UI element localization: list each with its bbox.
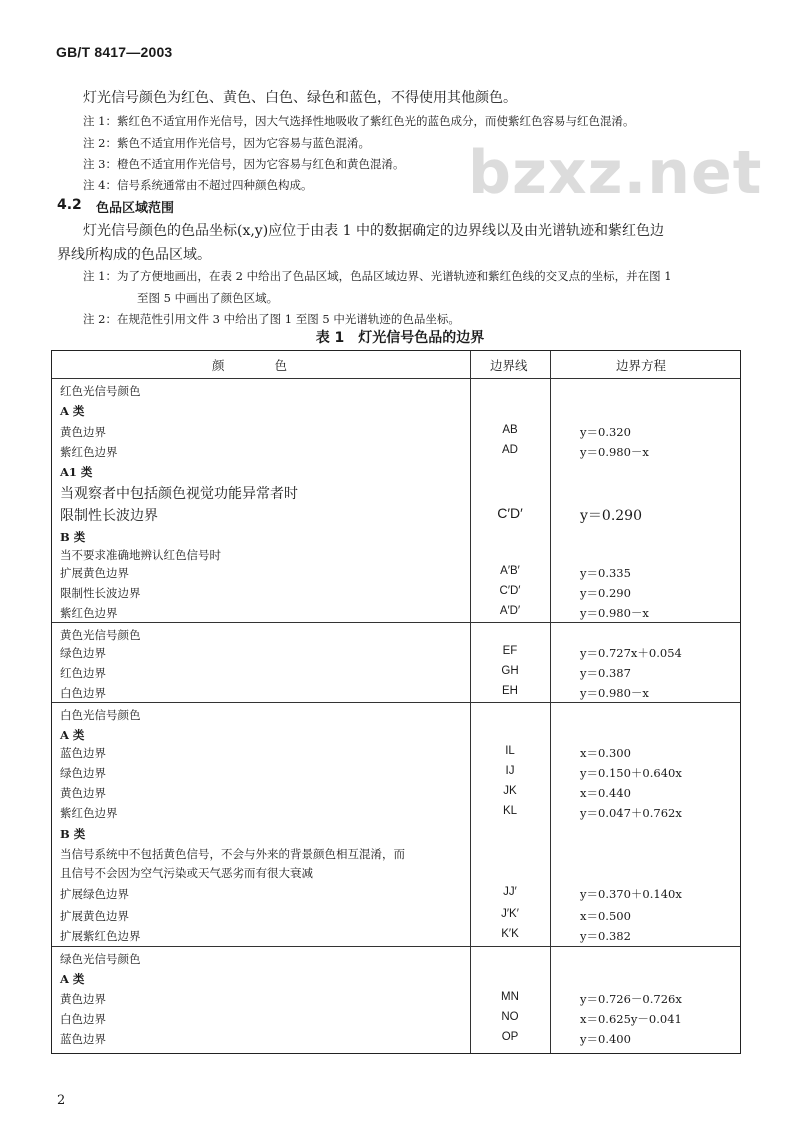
table-row-equation: y＝0.290	[580, 586, 631, 600]
document-header: GB/T 8417—2003	[56, 44, 173, 60]
table-row-label: 绿色边界	[60, 646, 106, 660]
table-row-label: 绿色光信号颜色	[60, 952, 141, 966]
table-row-label: 当观察者中包括颜色视觉功能异常者时	[60, 486, 298, 502]
table-row-label: 白色边界	[60, 1012, 106, 1026]
table-row-boundary-line: GH	[501, 665, 519, 677]
header-boundary-equation: 边界方程	[616, 358, 667, 373]
table-row-label: 扩展紫红色边界	[60, 929, 141, 943]
table-row-equation: x＝0.625y－0.041	[580, 1012, 682, 1026]
table-row-boundary-line: MN	[501, 991, 519, 1003]
table-row-label: 黄色边界	[60, 992, 106, 1006]
note-3: 注 3：橙色不适宜用作光信号，因为它容易与红色和黄色混淆。	[83, 157, 405, 171]
table-row-equation: y＝0.150＋0.640x	[580, 766, 682, 780]
table-row-label: 黄色边界	[60, 425, 106, 439]
table-row-label: 白色光信号颜色	[60, 708, 141, 722]
table-row-boundary-line: C′D′	[499, 585, 521, 597]
table-row-boundary-line: KL	[502, 805, 518, 817]
table-row-boundary-line: EF	[502, 645, 518, 657]
section-body-line-1: 灯光信号颜色的色品坐标(x,y)应位于由表 1 中的数据确定的边界线以及由光谱轨迹和紫红色边	[83, 223, 664, 239]
table-row-equation: y＝0.387	[580, 666, 631, 680]
table-row-label: 黄色边界	[60, 786, 106, 800]
table-row-equation: x＝0.440	[580, 786, 631, 800]
table-row-label: 紫红色边界	[60, 445, 118, 459]
group-divider-yellow-white	[52, 702, 740, 703]
table-row-boundary-line: A′B′	[500, 565, 520, 577]
section-number: 4.2	[57, 197, 82, 213]
header-boundary-line: 边界线	[490, 358, 528, 373]
note-1: 注 1：紫红色不适宜用作光信号，因大气选择性地吸收了紫红色光的蓝色成分，而使紫红色容易与红色混淆。	[83, 114, 635, 128]
table-row-boundary-line: IL	[505, 745, 515, 757]
table-row-boundary-line: AB	[502, 424, 518, 436]
table-row-label: 绿色边界	[60, 766, 106, 780]
table-row-label: A1 类	[60, 465, 93, 479]
table-row-equation: y＝0.980－x	[580, 445, 649, 459]
table-row-label: 紫红色边界	[60, 606, 118, 620]
table-row-label: 限制性长波边界	[60, 508, 158, 524]
note-4: 注 4：信号系统通常由不超过四种颜色构成。	[83, 178, 313, 192]
section-note-2: 注 2：在规范性引用文件 3 中给出了图 1 至图 5 中光谱轨迹的色品坐标。	[83, 312, 460, 326]
table-row-equation: y＝0.047＋0.762x	[580, 806, 682, 820]
table-row-label: 当信号系统中不包括黄色信号，不会与外来的背景颜色相互混淆，而	[60, 847, 405, 861]
table-row-boundary-line: NO	[501, 1011, 519, 1023]
page-number: 2	[57, 1093, 66, 1108]
table-row-label: 限制性长波边界	[60, 586, 141, 600]
table-row-label: 蓝色边界	[60, 746, 106, 760]
table-row-label: 红色边界	[60, 666, 106, 680]
table-row-equation: y＝0.980－x	[580, 606, 649, 620]
table-row-boundary-line: J′K′	[501, 908, 519, 920]
table-row-boundary-line: C′D′	[497, 505, 523, 521]
table-row-label: 蓝色边界	[60, 1032, 106, 1046]
header-color: 颜 色	[212, 358, 288, 373]
table-row-label: 红色光信号颜色	[60, 384, 141, 398]
table-row-equation: y＝0.727x＋0.054	[580, 646, 682, 660]
table-row-boundary-line: K′K	[501, 928, 519, 940]
table-row-boundary-line: JJ′	[503, 886, 517, 898]
note-2: 注 2：紫色不适宜用作光信号，因为它容易与蓝色混淆。	[83, 136, 370, 150]
header-divider	[52, 378, 740, 379]
table-row-boundary-line: A′D′	[499, 605, 521, 617]
table-row-label: 扩展绿色边界	[60, 887, 129, 901]
table-row-label: B 类	[60, 827, 86, 841]
table-row-label: 白色边界	[60, 686, 106, 700]
table-row-boundary-line: EH	[502, 685, 518, 697]
section-body-line-2: 界线所构成的色品区域。	[57, 247, 211, 263]
group-divider-white-green	[52, 946, 740, 947]
section-note-1-cont: 至图 5 中画出了颜色区域。	[137, 291, 279, 305]
section-title: 色品区域范围	[96, 201, 175, 216]
table-caption: 表 1 灯光信号色品的边界	[315, 330, 485, 346]
table-row-label: 扩展黄色边界	[60, 566, 129, 580]
table-row-label: A 类	[60, 404, 85, 418]
table-row-equation: y＝0.370＋0.140x	[580, 887, 682, 901]
table-row-equation: x＝0.500	[580, 909, 631, 923]
table-row-equation: y＝0.382	[580, 929, 631, 943]
table-row-equation: x＝0.300	[580, 746, 631, 760]
table-row-label: 当不要求准确地辨认红色信号时	[60, 548, 221, 562]
table-row-boundary-line: IJ	[505, 765, 515, 777]
table-row-equation: y＝0.726－0.726x	[580, 992, 682, 1006]
intro-paragraph: 灯光信号颜色为红色、黄色、白色、绿色和蓝色，不得使用其他颜色。	[83, 90, 517, 106]
watermark: bzxz.net	[468, 138, 763, 208]
table-row-equation: y＝0.320	[580, 425, 631, 439]
table-row-equation: y＝0.290	[580, 508, 642, 524]
table-row-label: 扩展黄色边界	[60, 909, 129, 923]
table-row-label: B 类	[60, 530, 86, 544]
chromaticity-boundary-table	[51, 350, 741, 1054]
table-row-label: 且信号不会因为空气污染或天气恶劣而有很大衰减	[60, 866, 313, 880]
table-row-label: A 类	[60, 972, 85, 986]
table-row-boundary-line: OP	[501, 1031, 519, 1043]
table-row-equation: y＝0.400	[580, 1032, 631, 1046]
table-row-equation: y＝0.335	[580, 566, 631, 580]
table-row-boundary-line: AD	[502, 444, 518, 456]
table-row-label: 黄色光信号颜色	[60, 628, 141, 642]
table-row-label: A 类	[60, 728, 85, 742]
section-note-1: 注 1：为了方便地画出，在表 2 中给出了色品区域，色品区域边界、光谱轨迹和紫红色线的交叉点的坐标，并在图 1	[83, 269, 672, 283]
table-row-equation: y＝0.980－x	[580, 686, 649, 700]
table-row-label: 紫红色边界	[60, 806, 118, 820]
group-divider-red-yellow	[52, 622, 740, 623]
table-row-boundary-line: JK	[503, 785, 517, 797]
